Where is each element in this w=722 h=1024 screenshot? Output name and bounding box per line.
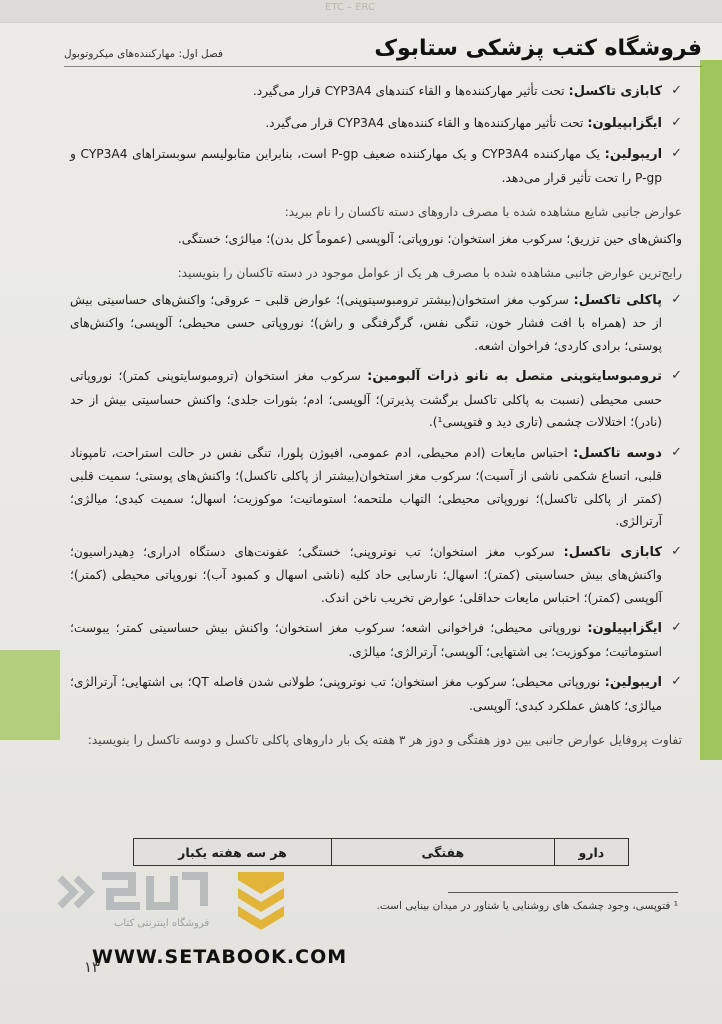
footnote: ¹ فتوپسی، وجود چشمک های روشنایی یا شناور در میدان بینایی است. [376, 900, 678, 912]
check-icon: ✓ [671, 146, 682, 161]
table-header-row [134, 839, 629, 866]
drug-name: کابازی تاکسل: [568, 84, 662, 99]
item-text: تحت تأثیر مهارکننده‌ها و القاء کننده‌های CYP3A4 قرار می‌گیرد. [265, 115, 588, 130]
page-header [64, 36, 702, 66]
side-effect-item [70, 442, 682, 533]
item-text: سرکوب مغز استخوان؛ تب نوتروپنی؛ خستگی؛ عفونت‌های دستگاه ادراری؛ دِهیدراسیون؛ واکنش‌های بیش حساسیتی (کمتر)؛ اسهال؛ نارسایی حاد کلیه (ناشی اسهال و کمبود آب)؛ نوروپاتی محیطی (کمتر)؛ آلوپسی (کمتر)؛ احتباس مایعات حداقلی؛ عوارض تخریب ناخن اندک. [70, 544, 662, 605]
setabook-logo [52, 864, 312, 934]
item-text: سرکوب مغز استخوان(بیشتر ترومبوسیتوپنی)؛ عوارض قلبی – عروقی؛ واکنش‌های حساسیتی بیش از حد (همراه با افت فشار خون، تنگی نفس، گرگرفتگی و راش)؛ نوروپاتی حسی محیطی؛ آلوپسی؛ واکنش‌های پوستی؛ برادی کاردی؛ فراخوان اشعه. [70, 292, 662, 353]
page-number: ١٣ [84, 958, 101, 976]
side-effect-item [70, 617, 682, 663]
check-icon: ✓ [671, 543, 682, 559]
page-content [70, 80, 682, 756]
footnote-divider [448, 892, 678, 893]
interaction-item [70, 80, 682, 104]
store-title: فروشگاه کتب پزشکی ستابوک [374, 36, 702, 61]
item-text: نوروپاتی محیطی؛ سرکوب مغز استخوان؛ تب نوتروپنی؛ طولانی شدن فاصله QT؛ بی اشتهایی؛ آرترالژی؛ میالژی؛ کاهش عملکرد کبدی؛ آلوپسی. [70, 675, 662, 713]
drug-name: پاکلی تاکسل: [573, 292, 662, 308]
drug-name: ترومبوسایتوپنی متصل به نانو ذرات آلبومین: [367, 369, 662, 384]
check-icon: ✓ [671, 368, 682, 383]
question-3: تفاوت پروفایل عوارض جانبی بین دوز هفتگی و دوز هر ۳ هفته یک بار داروهای پاکلی تاکسل و دوسه تاکسل را بنویسید: [87, 733, 682, 747]
website-url: WWW.SETABOOK.COM [92, 946, 348, 968]
check-icon: ✓ [671, 291, 682, 307]
drug-name: ایگزابپیلون: [587, 115, 662, 131]
check-icon: ✓ [671, 114, 682, 130]
interaction-item [70, 143, 682, 189]
item-text: تحت تأثیر مهارکننده‌ها و القاء کنندهای CYP3A4 قرار می‌گیرد. [252, 84, 569, 98]
header-divider [64, 66, 702, 67]
green-side-band [700, 60, 722, 760]
question-2: رایج‌ترین عوارض جانبی مشاهده شده با مصرف هر یک از عوامل موجود در دسته تاکسان را بنویسید: [177, 266, 682, 280]
item-text: یک مهارکننده CYP3A4 و یک مهارکننده ضعیف P-gp است، بنابراین متابولیسم سوبستراهای CYP3A4 و P-gp را تحت تأثیر قرار می‌دهد. [70, 147, 662, 185]
side-effect-item [70, 671, 682, 717]
green-side-tab [0, 650, 60, 740]
item-text: احتباس مایعات (ادم محیطی، ادم عمومی، افیوژن پلورا، تنگی نفس در حالت استراحت، تامپوناد قلبی، اتساع شکمی ناشی از آسیت)؛ سرکوب مغز استخوان(بیشتر از پاکلی تاکسل)؛ واکنش‌های پوستی؛ سمیت قلبی (کمتر از پاکلی تاکسل)؛ نوروپاتی محیطی؛ التهاب ملتحمه؛ استوماتیت؛ موکوزیت؛ اسهال؛ سمیت کبدی؛ میالژی؛ آرترالژی. [70, 445, 662, 528]
answer-1: واکنش‌های حین تزریق؛ سرکوب مغز استخوان؛ نوروپاتی؛ آلوپسی (عموماً کل بدن)؛ میالژی؛ خستگی. [177, 231, 682, 246]
drug-name: دوسه تاکسل: [573, 445, 662, 461]
question-1: عوارض جانبی شایع مشاهده شده با مصرف داروهای دسته تاکسان را نام ببرید: [284, 205, 682, 219]
check-icon: ✓ [671, 620, 682, 635]
chapter-title: فصل اول: مهارکننده‌های میکروتوبول [64, 48, 224, 60]
drug-name: ایگزابپیلون: [587, 621, 662, 636]
drug-name: اریبولین: [604, 147, 663, 162]
check-icon: ✓ [671, 674, 682, 689]
check-icon: ✓ [671, 83, 682, 98]
drug-name: کابازی تاکسل: [563, 544, 662, 560]
interaction-item [70, 112, 682, 136]
side-effect-item [70, 289, 682, 358]
logo-tagline: فروشگاه اینترنتی کتاب [114, 918, 210, 929]
previous-page-strip [0, 0, 722, 23]
table-header-cell: هفتگی [332, 839, 555, 866]
check-icon: ✓ [671, 444, 682, 460]
item-text: سرکوب مغز استخوان (ترومبوسایتوپنی کمتر)؛ نوروپاتی حسی محیطی (نسبت به پاکلی تاکسل برگشت پذیرتر)؛ آلوپسی؛ ادم؛ بثورات جلدی؛ واکنش حساسیتی بیش از حد (نادر)؛ اختلالات چشمی (تاری دید و فتوپسی¹). [70, 369, 662, 429]
side-effect-item [70, 541, 682, 610]
table-header-cell: هر سه هفته یکبار [134, 839, 332, 866]
drug-name: اریبولین: [604, 675, 662, 690]
side-effect-item [70, 365, 682, 434]
previous-page-text: ETC – ERC [325, 2, 375, 13]
dose-table [133, 838, 629, 866]
item-text: نوروپاتی محیطی؛ فراخوانی اشعه؛ سرکوب مغز استخوان؛ واکنش بیش حساسیتی کمتر؛ یبوست؛ استوماتیت؛ موکوزیت؛ بی اشتهایی؛ آلوپسی؛ آرترالژی؛ میالژی. [70, 621, 662, 659]
table-header-cell: دارو [554, 839, 628, 866]
